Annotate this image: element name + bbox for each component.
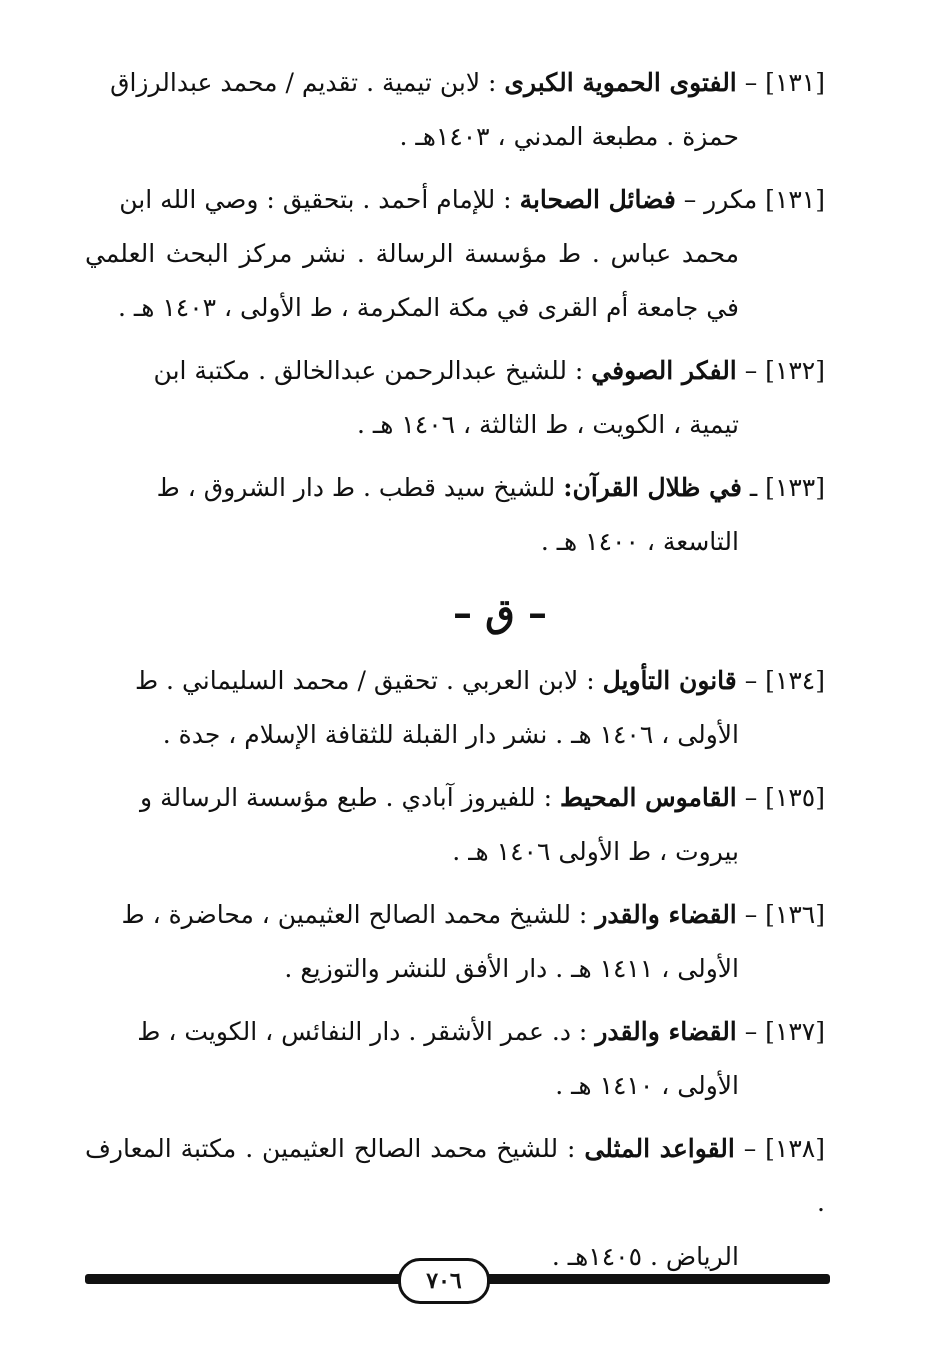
- entry-body: : د. عمر الأشقر . دار النفائس ، الكويت ، ط: [137, 1017, 596, 1046]
- entry-body: : للإمام أحمد . بتحقيق : وصي الله ابن: [119, 185, 520, 214]
- entry-dash: –: [734, 1134, 766, 1163]
- entry-number: [١٣٦]: [765, 900, 825, 929]
- entry-title: فضائل الصحابة: [519, 185, 676, 214]
- bibliography-entry: [85, 56, 825, 164]
- entry-title: في ظلال القرآن:: [563, 473, 742, 502]
- bibliography-entry: [85, 654, 825, 762]
- entry-body: : للفيروز آبادي . طبع مؤسسة الرسالة و: [140, 783, 560, 812]
- entry-body: : لابن العربي . تحقيق / محمد السليماني . ط: [134, 666, 603, 695]
- bibliography-entry: [135, 461, 825, 569]
- entry-continuation: بيروت ، ط الأولى ١٤٠٦ هـ .: [452, 837, 739, 866]
- entry-number: [١٣٥]: [765, 783, 825, 812]
- entry-title: القواعد المثلى: [584, 1134, 735, 1163]
- entry-body: : للشيخ محمد الصالح العثيمين . مكتبة المعارف .: [85, 1134, 825, 1217]
- entry-continuation: حمزة . مطبعة المدني ، ١٤٠٣هـ .: [399, 122, 739, 151]
- entry-body: : للشيخ عبدالرحمن عبدالخالق . مكتبة ابن: [153, 356, 592, 385]
- bibliography-list: [85, 56, 825, 1293]
- entry-body: : لابن تيمية . تقديم / محمد عبدالرزاق: [110, 68, 505, 97]
- entry-title: الفكر الصوفي: [591, 356, 737, 385]
- entry-continuation: الأولى ، ١٤١١ هـ . دار الأفق للنشر والتوزيع .: [284, 954, 739, 983]
- entry-number: [١٣١]: [765, 185, 825, 214]
- entry-number: [١٣٨]: [765, 1134, 825, 1163]
- entry-dash: –: [736, 356, 766, 385]
- entry-number: [١٣٣]: [765, 473, 825, 502]
- entry-continuation: تيمية ، الكويت ، ط الثالثة ، ١٤٠٦ هـ .: [356, 410, 739, 439]
- entry-continuation: الأولى ، ١٤٠٦ هـ . نشر دار القبلة للثقافة الإسلام ، جدة .: [162, 720, 739, 749]
- entry-dash: –: [736, 900, 766, 929]
- page-number: ٧٠٦: [398, 1258, 490, 1304]
- entry-body: : للشيخ محمد الصالح العثيمين ، محاضرة ، ط: [121, 900, 596, 929]
- entry-body: للشيخ سيد قطب . ط دار الشروق ، ط: [156, 473, 564, 502]
- entry-continuation: الأولى ، ١٤١٠ هـ .: [555, 1071, 739, 1100]
- entry-dash: –: [736, 783, 766, 812]
- bibliography-entry: [85, 1005, 825, 1113]
- letter-section-heading: – ق –: [453, 590, 547, 635]
- entry-number: [١٣٤]: [765, 666, 825, 695]
- entry-number: [١٣٢]: [765, 356, 825, 385]
- bibliography-entry: [85, 771, 825, 879]
- entry-continuation: محمد عباس . ط مؤسسة الرسالة . نشر مركز البحث العلمي في جامعة أم القرى في مكة المكرمة ، ط الأولى ، ١٤٠٣ هـ .: [85, 239, 739, 322]
- entry-number: [١٣١]: [765, 68, 825, 97]
- entry-dash: –: [736, 666, 766, 695]
- entry-title: القضاء والقدر: [595, 1017, 737, 1046]
- entry-dash: –: [736, 1017, 766, 1046]
- entry-title: قانون التأويل: [602, 666, 737, 695]
- entry-dash: مكرر –: [675, 185, 766, 214]
- entry-dash: –: [736, 68, 766, 97]
- entry-title: القضاء والقدر: [595, 900, 737, 929]
- entry-dash: ـ: [741, 473, 766, 502]
- bibliography-entry: [85, 173, 825, 335]
- entry-number: [١٣٧]: [765, 1017, 825, 1046]
- entry-title: الفتوى الحموية الكبرى: [504, 68, 737, 97]
- entry-continuation: التاسعة ، ١٤٠٠ هـ .: [540, 527, 739, 556]
- entry-continuation: الرياض . ١٤٠٥هـ .: [551, 1242, 739, 1271]
- bibliography-entry: [85, 344, 825, 452]
- entry-title: القاموس المحيط: [559, 783, 737, 812]
- bibliography-entry: [85, 888, 825, 996]
